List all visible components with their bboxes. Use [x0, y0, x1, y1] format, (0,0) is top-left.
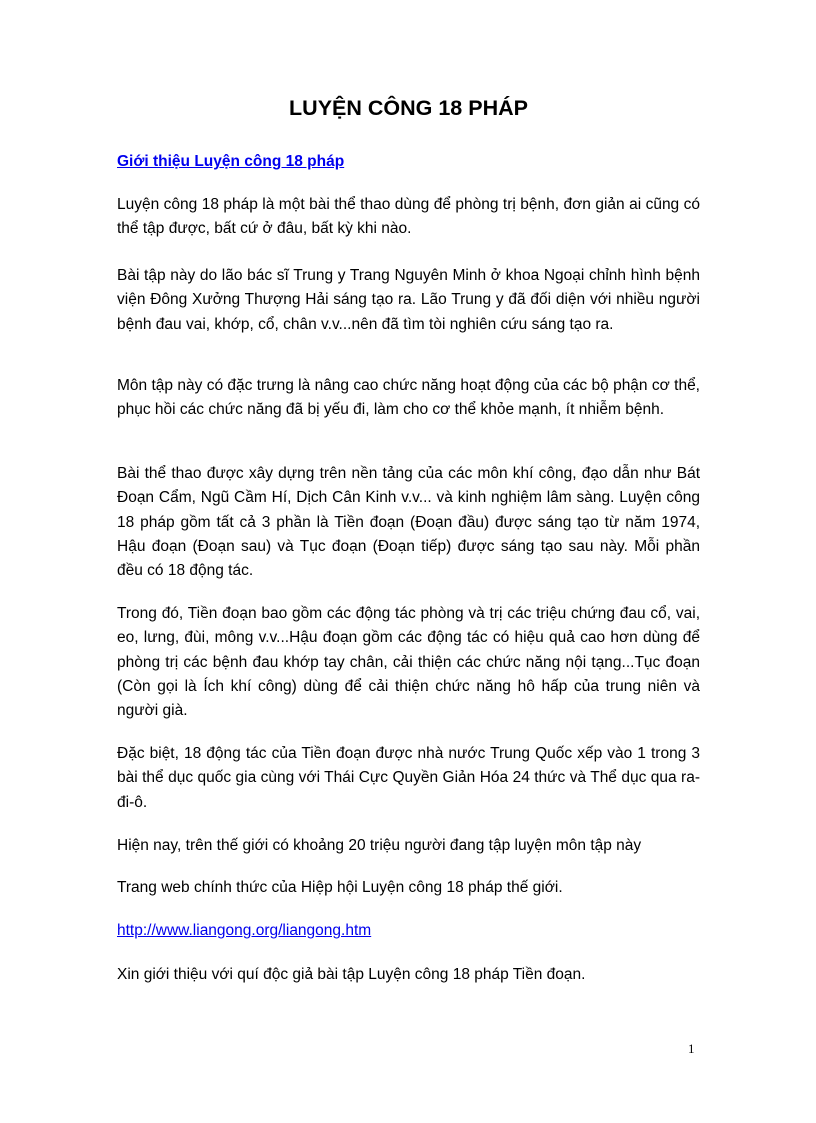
paragraph-7: Hiện nay, trên thế giới có khoảng 20 triệu người đang tập luyện môn tập này	[117, 837, 642, 854]
website-link[interactable]: http://www.liangong.org/liangong.htm	[117, 922, 372, 939]
page-number: 1	[688, 1041, 695, 1056]
paragraph-5: Trong đó, Tiền đoạn bao gồm các động tác phòng và trị các triệu chứng đau cổ, vai, eo, lưng, đùi, mông v.v...Hậu đoạn gồm các động tác có hiệu quả cao hơn dùng để phòng trị các bệnh đau khớp tay chân, cải thiện các chức năng nội tạng...Tục đoạn (Còn gọi là Ích khí công) dùng để cải thiện chức năng hô hấp của trung niên và người già.	[117, 605, 700, 720]
paragraph-2: Bài tập này do lão bác sĩ Trung y Trang Nguyên Minh ở khoa Ngoại chỉnh hình bệnh viện Đông Xưởng Thượng Hải sáng tạo ra. Lão Trung y đã đối diện với nhiều người bệnh đau vai, khớp, cổ, chân v.v...nên đã tìm tòi nghiên cứu sáng tạo ra.	[117, 267, 700, 333]
paragraph-6: Đặc biệt, 18 động tác của Tiền đoạn được nhà nước Trung Quốc xếp vào 1 trong 3 bài thể dục quốc gia cùng với Thái Cực Quyền Giản Hóa 24 thức và Thể dục qua ra-đi-ô.	[117, 745, 700, 811]
paragraph-4: Bài thể thao được xây dựng trên nền tảng của các môn khí công, đạo dẫn như Bát Đoạn Cẩm, Ngũ Cầm Hí, Dịch Cân Kinh v.v... và kinh nghiệm lâm sàng. Luyện công 18 pháp gồm tất cả 3 phần là Tiền đoạn (Đoạn đầu) được sáng tạo từ năm 1974, Hậu đoạn (Đoạn sau) và Tục đoạn (Đoạn tiếp) được sáng tạo sau này. Mỗi phần đều có 18 động tác.	[117, 465, 700, 580]
paragraph-1: Luyện công 18 pháp là một bài thể thao dùng để phòng trị bệnh, đơn giản ai cũng có thể tập được, bất cứ ở đâu, bất kỳ khi nào.	[117, 196, 700, 238]
paragraph-8: Trang web chính thức của Hiệp hội Luyện công 18 pháp thế giới.	[117, 879, 563, 896]
closing-paragraph: Xin giới thiệu với quí độc giả bài tập Luyện công 18 pháp Tiền đoạn.	[117, 966, 586, 983]
paragraph-3: Môn tập này có đặc trưng là nâng cao chức năng hoạt động của các bộ phận cơ thể, phục hồi các chức năng đã bị yếu đi, làm cho cơ thể khỏe mạnh, ít nhiễm bệnh.	[117, 377, 700, 419]
intro-section-link[interactable]: Giới thiệu Luyện công 18 pháp	[117, 153, 345, 170]
page-title: LUYỆN CÔNG 18 PHÁP	[289, 96, 528, 120]
